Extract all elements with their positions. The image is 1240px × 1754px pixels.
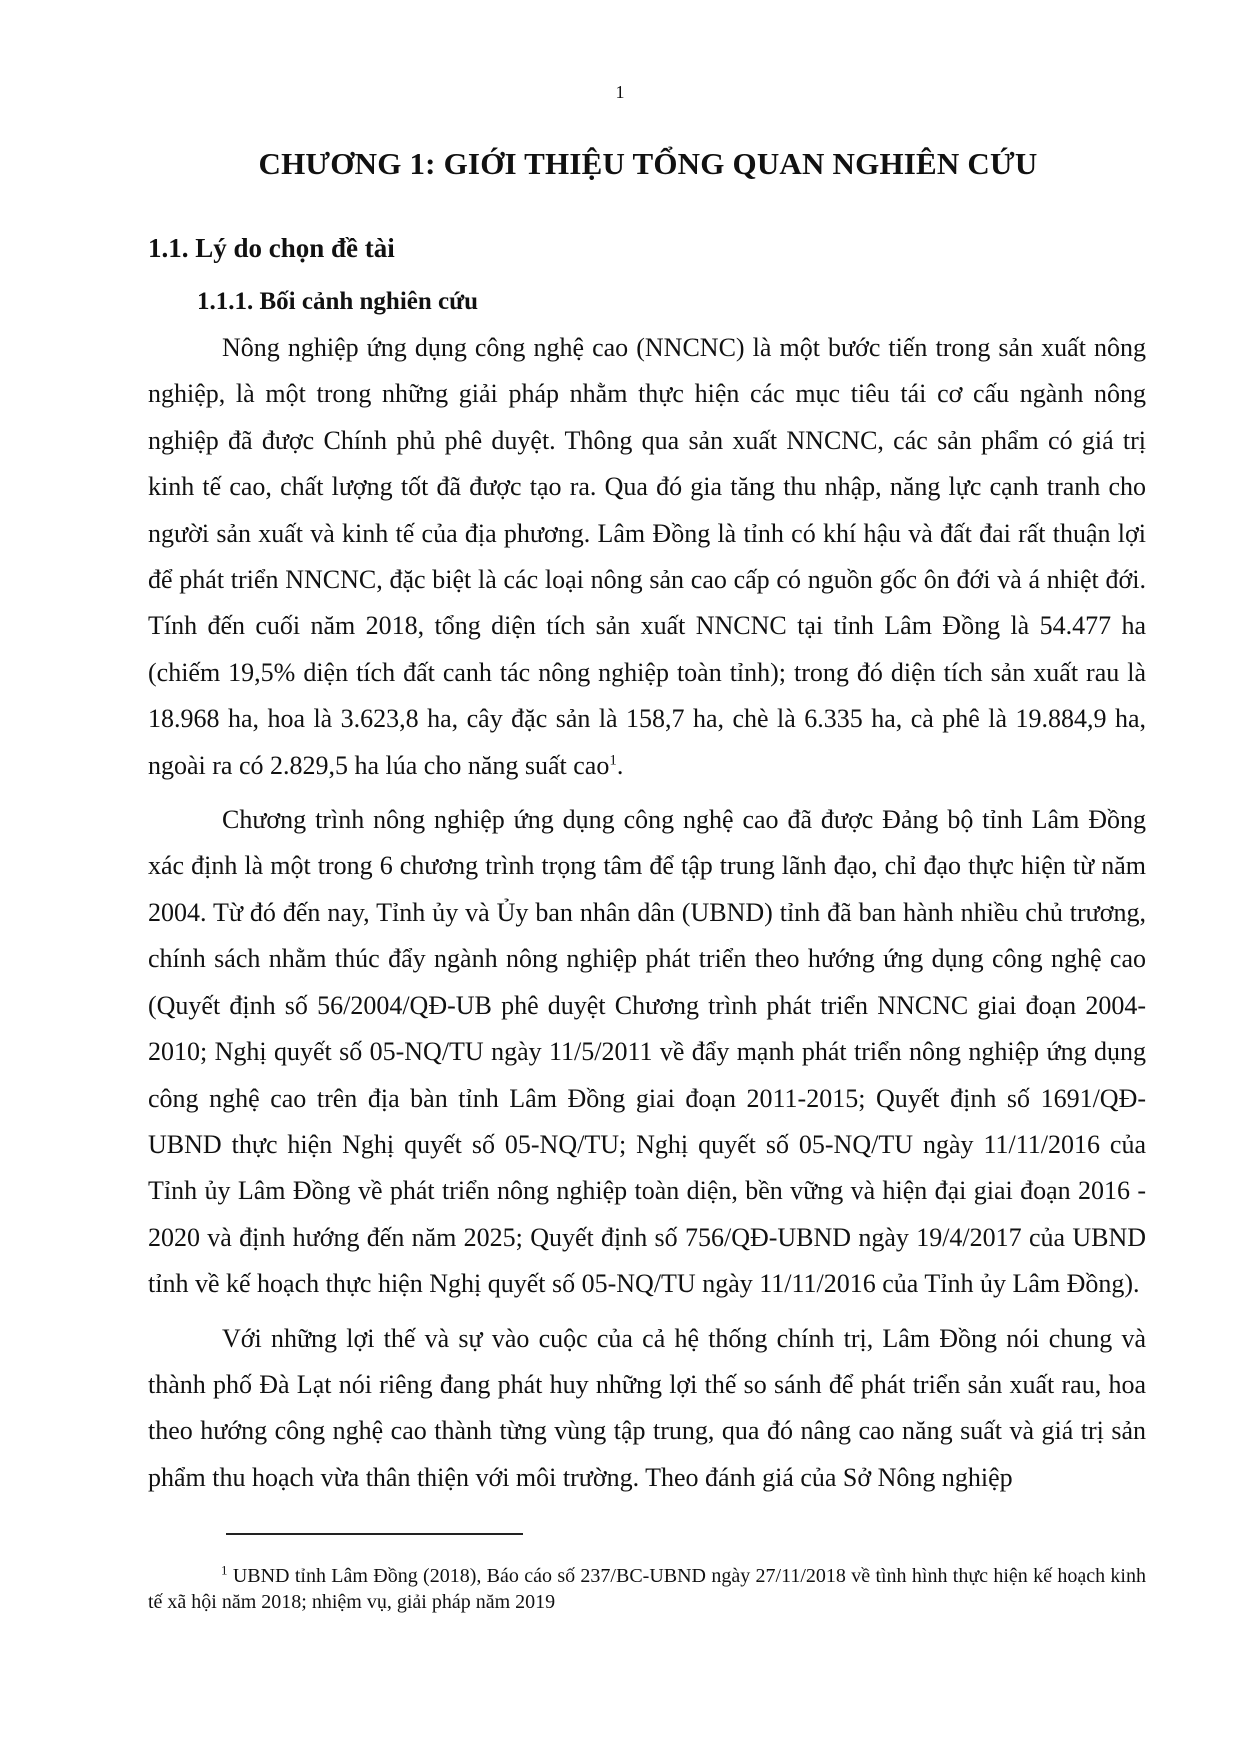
body-text	[148, 325, 1146, 1509]
footnote-number: 1	[221, 1562, 228, 1578]
section-heading: 1.1. Lý do chọn đề tài	[148, 233, 395, 263]
paragraph-1-text: Nông nghiệp ứng dụng công nghệ cao (NNCNC) là một bước tiến trong sản xuất nông nghiệp, là một trong những giải pháp nhằm thực hiện các mục tiêu tái cơ cấu ngành nông nghiệp đã được Chính phủ phê duyệt. Thông qua sản xuất NNCNC, các sản phẩm có giá trị kinh tế cao, chất lượng tốt đã được tạo ra. Qua đó gia tăng thu nhập, năng lực cạnh tranh cho người sản xuất và kinh tế của địa phương. Lâm Đồng là tỉnh có khí hậu và đất đai rất thuận lợi để phát triển NNCNC, đặc biệt là các loại nông sản cao cấp có nguồn gốc ôn đới và á nhiệt đới. Tính đến cuối năm 2018, tổng diện tích sản xuất NNCNC tại tỉnh Lâm Đồng là 54.477 ha (chiếm 19,5% diện tích đất canh tác nông nghiệp toàn tỉnh); trong đó diện tích sản xuất rau là 18.968 ha, hoa là 3.623,8 ha, cây đặc sản là 158,7 ha, chè là 6.335 ha, cà phê là 19.884,9 ha, ngoài ra có 2.829,5 ha lúa cho năng suất cao	[148, 333, 1146, 780]
footnote-reference[interactable]: 1	[609, 752, 617, 768]
footnote-text: UBND tỉnh Lâm Đồng (2018), Báo cáo số 237/BC-UBND ngày 27/11/2018 về tình hình thực hiện kế hoạch kinh tế xã hội năm 2018; nhiệm vụ, giải pháp năm 2019	[148, 1565, 1146, 1613]
paragraph-3: Với những lợi thế và sự vào cuộc của cả hệ thống chính trị, Lâm Đồng nói chung và thành phố Đà Lạt nói riêng đang phát huy những lợi thế so sánh để phát triển sản xuất rau, hoa theo hướng công nghệ cao thành từng vùng tập trung, qua đó nâng cao năng suất và giá trị sản phẩm thu hoạch vừa thân thiện với môi trường. Theo đánh giá của Sở Nông nghiệp	[148, 1323, 1146, 1492]
paragraph-1	[148, 325, 1146, 789]
paragraph-1-end: .	[616, 750, 624, 780]
footnote	[148, 1563, 1146, 1615]
paragraph-2: Chương trình nông nghiệp ứng dụng công nghệ cao đã được Đảng bộ tỉnh Lâm Đồng xác định là một trong 6 chương trình trọng tâm để tập trung lãnh đạo, chỉ đạo thực hiện từ năm 2004. Từ đó đến nay, Tỉnh ủy và Ủy ban nhân dân (UBND) tỉnh đã ban hành nhiều chủ trương, chính sách nhằm thúc đẩy ngành nông nghiệp phát triển theo hướng ứng dụng công nghệ cao (Quyết định số 56/2004/QĐ-UB phê duyệt Chương trình phát triển NNCNC giai đoạn 2004-2010; Nghị quyết số 05-NQ/TU ngày 11/5/2011 về đẩy mạnh phát triển nông nghiệp ứng dụng công nghệ cao trên địa bàn tỉnh Lâm Đồng giai đoạn 2011-2015; Quyết định số 1691/QĐ-UBND thực hiện Nghị quyết số 05-NQ/TU; Nghị quyết số 05-NQ/TU ngày 11/11/2016 của Tỉnh ủy Lâm Đồng về phát triển nông nghiệp toàn diện, bền vững và hiện đại giai đoạn 2016 - 2020 và định hướng đến năm 2025; Quyết định số 756/QĐ-UBND ngày 19/4/2017 của UBND tỉnh về kế hoạch thực hiện Nghị quyết số 05-NQ/TU ngày 11/11/2016 của Tỉnh ủy Lâm Đồng).	[148, 805, 1146, 1299]
subsection-heading: 1.1.1. Bối cảnh nghiên cứu	[197, 288, 479, 315]
chapter-title: CHƯƠNG 1: GIỚI THIỆU TỔNG QUAN NGHIÊN CỨU	[258, 146, 1038, 181]
footnote-separator	[226, 1533, 523, 1535]
page-number: 1	[615, 82, 625, 102]
